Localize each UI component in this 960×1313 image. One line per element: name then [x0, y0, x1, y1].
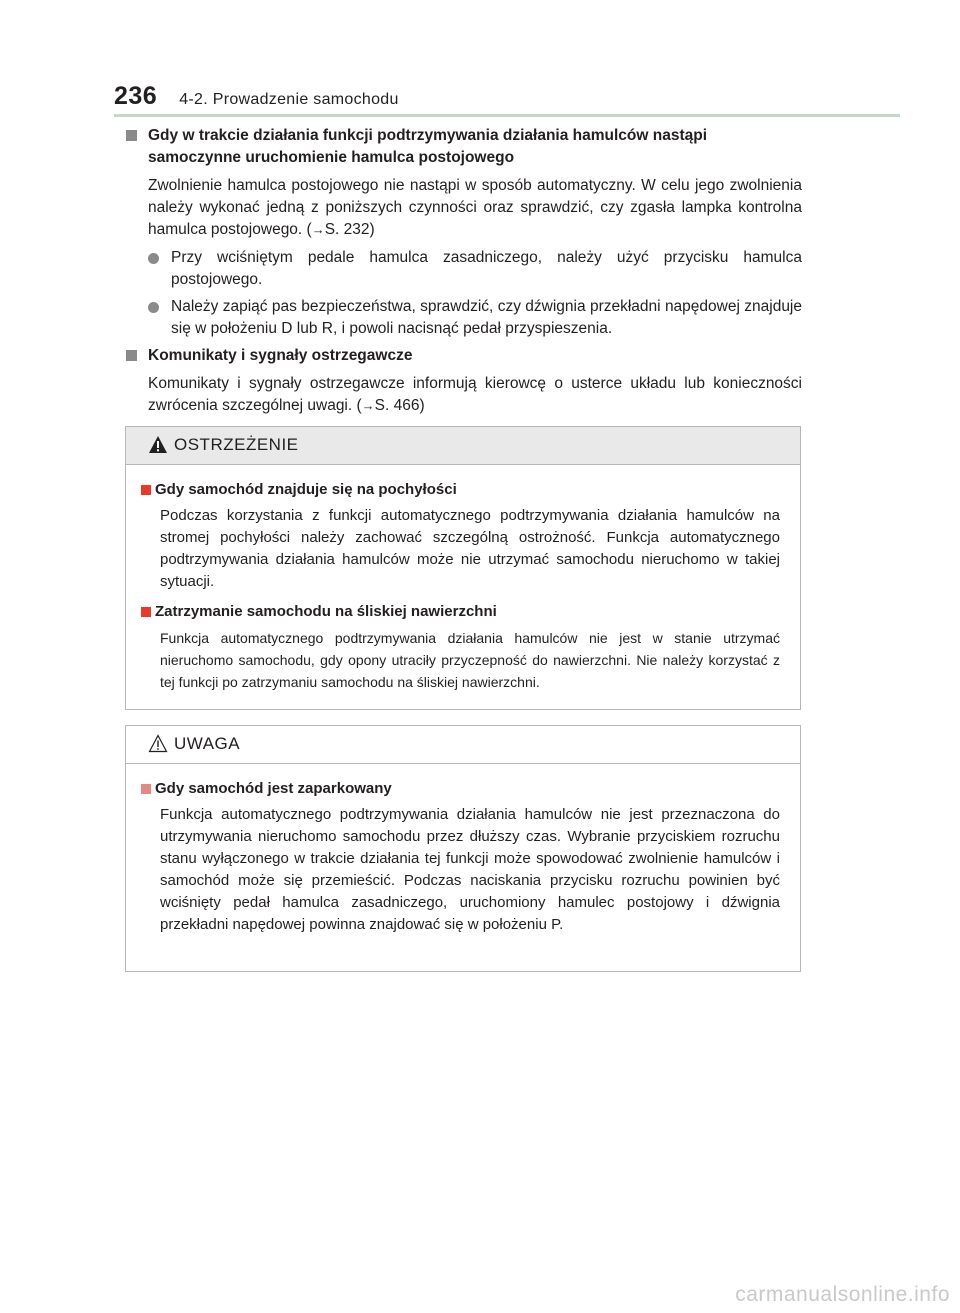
notice-box-body [126, 764, 800, 958]
section-heading: Komunikaty i sygnały ostrzegawcze [124, 345, 802, 367]
warning-triangle-icon [148, 435, 168, 454]
warning-item-text: Funkcja automatycznego podtrzymywania działania hamulców nie jest w stanie utrzymać nieruchomo samochodu, gdy opony utraciły przyczepność do nawierzchni. Nie należy korzystać z tej funkcji po zatrzymaniu samochodu na śliskiej nawierzchni. [160, 630, 780, 690]
watermark: carmanualsonline.info [735, 1283, 950, 1306]
section-heading: Gdy w trakcie działania funkcji podtrzymywania działania hamulców nastąpi samoczynne uruchomienie hamulca postojowego [124, 125, 802, 169]
notice-item-heading: Gdy samochód jest zaparkowany [138, 778, 780, 800]
round-bullet-icon [148, 302, 159, 313]
section-title: 4-2. Prowadzenie samochodu [179, 91, 399, 108]
warning-box-body [126, 465, 800, 715]
square-bullet-icon [126, 130, 137, 141]
round-bullet-icon [148, 253, 159, 264]
notice-box [125, 725, 801, 972]
list-item: Przy wciśniętym pedale hamulca zasadniczego, należy użyć przycisku hamulca postojowego. [124, 247, 802, 291]
notice-item-text: Funkcja automatycznego podtrzymywania działania hamulców nie jest przeznaczona do utrzymywania nieruchomo samochodu przez dłuższy czas. Wybranie przyciskiem rozruchu stanu wyłączonego w trakcie działania tej funkcji może spowodować zwolnienie hamulców i samochód może się przemieścić. Podczas naciskania przycisku rozruchu powinien być wciśnięty pedał hamulca zasadniczego, uruchomiony hamulec postojowy i dźwignia przekładni napędowej powinna znajdować się w położeniu P. [160, 806, 780, 933]
page-header [114, 82, 399, 112]
caution-triangle-icon [148, 734, 168, 753]
square-bullet-icon [141, 784, 151, 794]
square-bullet-icon [141, 485, 151, 495]
notice-title: UWAGA [174, 734, 241, 753]
warning-item-text: Podczas korzystania z funkcji automatycznego podtrzymywania działania hamulców na stromej pochyłości należy zachować szczególną ostrożność. Funkcja automatycznego podtrzymywania działania hamulców może nie utrzymać samochodu nieruchomo w takiej sytuacji. [160, 507, 780, 590]
page-reference[interactable]: S. 232 [324, 221, 370, 238]
main-content [124, 125, 802, 423]
section-paragraph: Komunikaty i sygnały ostrzegawcze informują kierowcę o usterce układu lub konieczności zwrócenia szczególnej uwagi. (→S. 466) [148, 375, 802, 414]
header-rule [114, 114, 900, 117]
square-bullet-icon [141, 607, 151, 617]
warning-item-heading: Zatrzymanie samochodu na śliskiej nawierzchni [138, 601, 780, 623]
arrow-right-icon: → [361, 398, 375, 413]
warning-title: OSTRZEŻENIE [174, 435, 299, 454]
notice-box-header [126, 726, 800, 764]
warning-item-heading: Gdy samochód znajduje się na pochyłości [138, 479, 780, 501]
page-number: 236 [114, 82, 158, 110]
warning-box [125, 426, 801, 710]
list-item: Należy zapiąć pas bezpieczeństwa, sprawdzić, czy dźwignia przekładni napędowej znajduje się w położeniu D lub R, i powoli nacisnąć pedał przyspieszenia. [124, 296, 802, 340]
page-reference[interactable]: S. 466 [374, 397, 420, 414]
warning-box-header [126, 427, 800, 465]
arrow-right-icon: → [311, 222, 325, 237]
square-bullet-icon [126, 350, 137, 361]
section-paragraph: Zwolnienie hamulca postojowego nie nastąpi w sposób automatyczny. W celu jego zwolnienia należy wykonać jedną z poniższych czynności oraz sprawdzić, czy zgasła lampka kontrolna hamulca postojowego. (→S. 232) [148, 177, 802, 238]
